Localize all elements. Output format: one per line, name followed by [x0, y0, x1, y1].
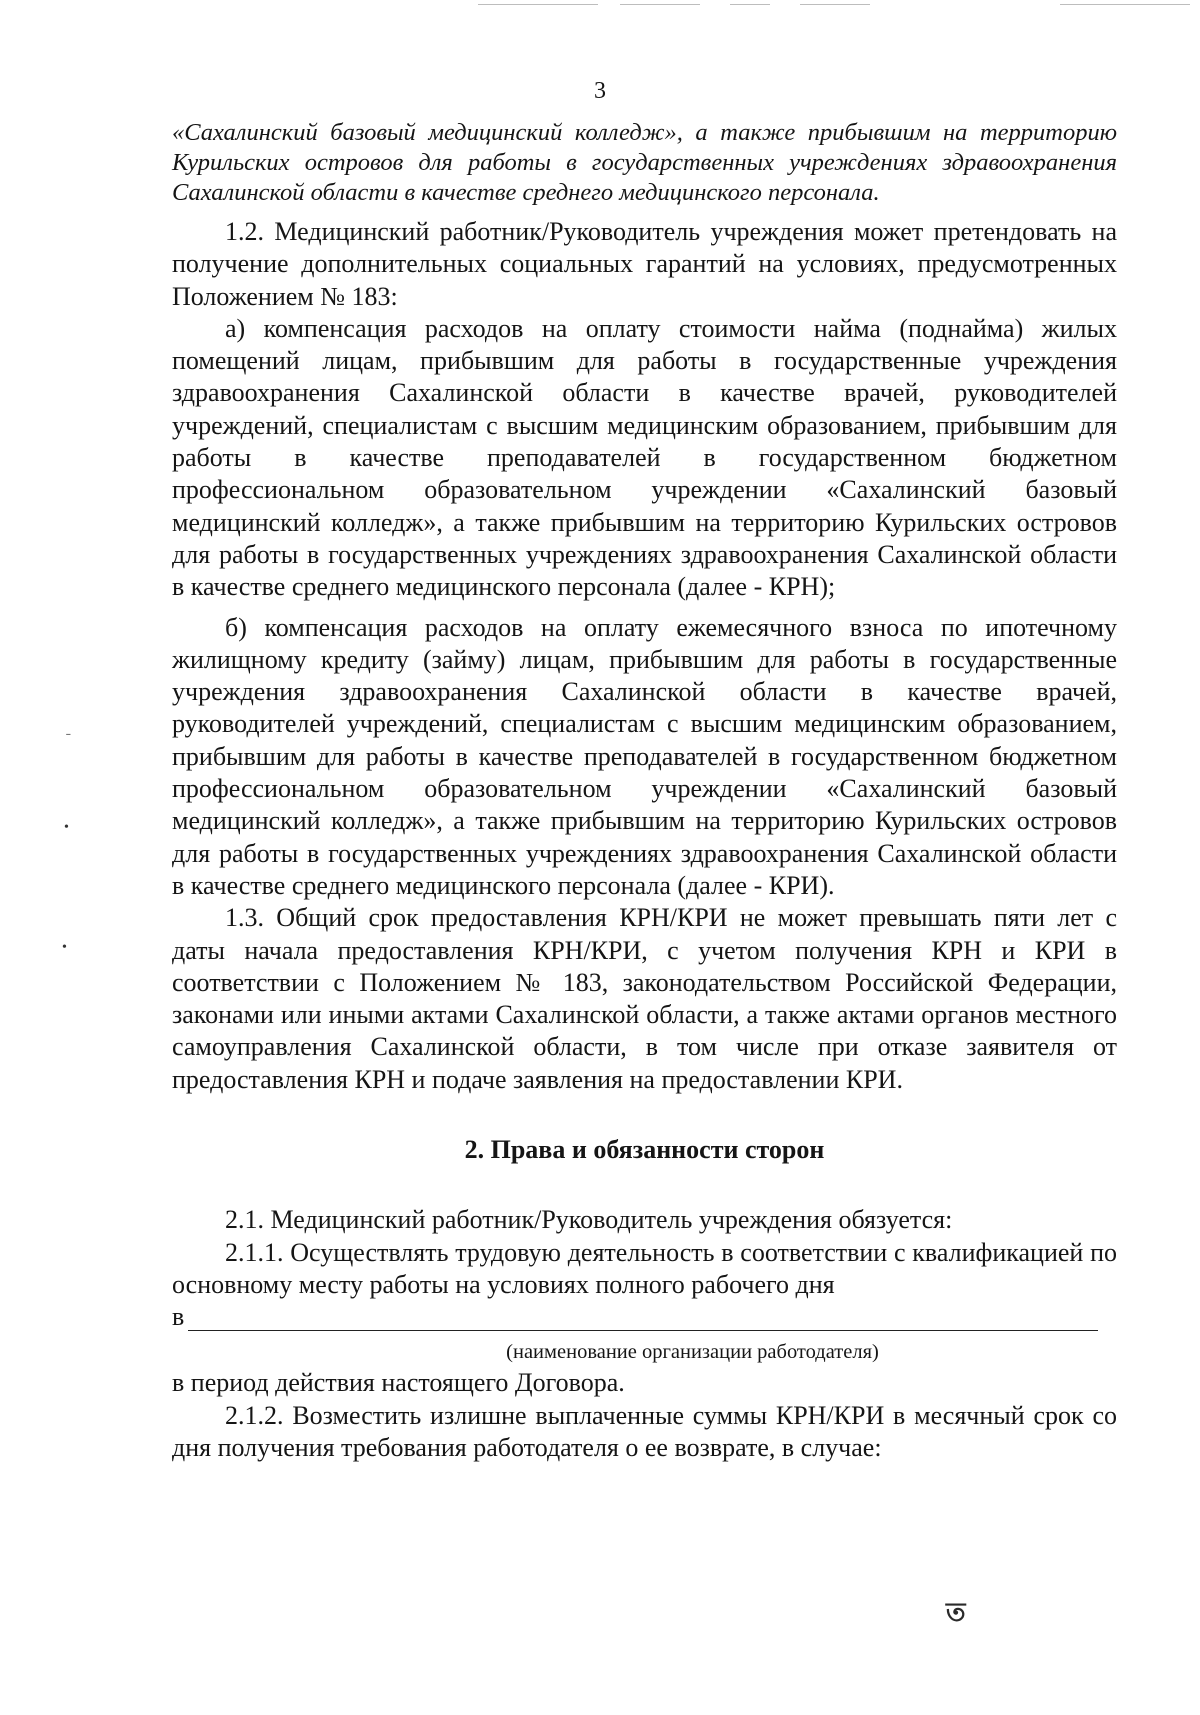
paragraph-1-3: 1.3. Общий срок предоставления КРН/КРИ не может превышать пяти лет с даты начала предоставления КРН/КРИ, с учетом получения КРН и КРИ в соответствии с Положением № 183, законодательством Российской Федерации, законами или иными актами Сахалинской области, а также актами органов местного самоуправления Сахалинской области, в том числе при отказе заявителя от предоставления КРН и подаче заявления на предоставлении КРИ.: [172, 903, 1117, 1094]
margin-mark: •: [62, 940, 67, 955]
paragraph-a: а) компенсация расходов на оплату стоимости найма (поднайма) жилых помещений лицам, прибывшим для работы в государственные учреждения здравоохранения Сахалинской области в качестве врачей, руководителей учреждений, специалистам с высшим медицинским образованием, прибывшим для работы в качестве преподавателей в государственном бюджетном профессиональном образовательном учреждении «Сахалинский базовый медицинский колледж», а также прибывшим на территорию Курильских островов для работы в государственных учреждениях здравоохранения Сахалинской области в качестве среднего медицинского персонала (далее - КРН);: [172, 313, 1117, 602]
scan-artifact: [478, 4, 598, 5]
scan-artifact: [800, 4, 870, 5]
paragraph-period: в период действия настоящего Договора.: [172, 1368, 625, 1398]
document-body: [172, 118, 1117, 1464]
paragraph-2-1-1: 2.1.1. Осуществлять трудовую деятельность в соответствии с квалификацией по основному месту работы на условиях полного рабочего дня: [172, 1237, 1117, 1299]
intro-paragraph: «Сахалинский базовый медицинский колледж», а также прибывшим на территорию Курильских островов для работы в государственных учреждениях здравоохранения Сахалинской области в качестве среднего медицинского персонала.: [172, 119, 1117, 206]
paragraph-b: б) компенсация расходов на оплату ежемесячного взноса по ипотечному жилищному кредиту (займу) лицам, прибывшим для работы в государственные учреждения здравоохранения Сахалинской области в качестве врачей, руководителей учреждений, специалистам с высшим медицинским образованием, прибывшим для работы в качестве преподавателей в государственном бюджетном профессиональном образовательном учреждении «Сахалинский базовый медицинский колледж», а также прибывшим на территорию Курильских островов для работы в государственных учреждениях здравоохранения Сахалинской области в качестве среднего медицинского персонала (далее - КРИ).: [172, 612, 1117, 900]
paragraph-2-1-2: 2.1.2. Возместить излишне выплаченные суммы КРН/КРИ в месячный срок со дня получения требования работодателя о ее возврате, в случае:: [172, 1400, 1117, 1462]
margin-mark: •: [64, 820, 69, 835]
scan-artifact: [620, 4, 700, 5]
employer-name-field: [172, 1301, 1117, 1331]
scan-artifact: [1060, 4, 1190, 5]
paragraph-1-2: 1.2. Медицинский работник/Руководитель учреждения может претендовать на получение дополнительных социальных гарантий на условиях, предусмотренных Положением № 183:: [172, 217, 1117, 311]
fill-prefix: в: [172, 1302, 185, 1332]
blank-line: [188, 1330, 1098, 1331]
handwritten-mark: ত: [946, 1598, 966, 1627]
margin-mark: ˗: [66, 726, 71, 741]
employer-name-caption: (наименование организации работодателя): [506, 1341, 879, 1364]
paragraph-2-1: 2.1. Медицинский работник/Руководитель учреждения обязуется:: [225, 1205, 953, 1235]
section-2-heading: 2. Права и обязанности сторон: [464, 1135, 825, 1165]
page-number: 3: [594, 78, 606, 104]
scan-artifact: [730, 4, 770, 5]
